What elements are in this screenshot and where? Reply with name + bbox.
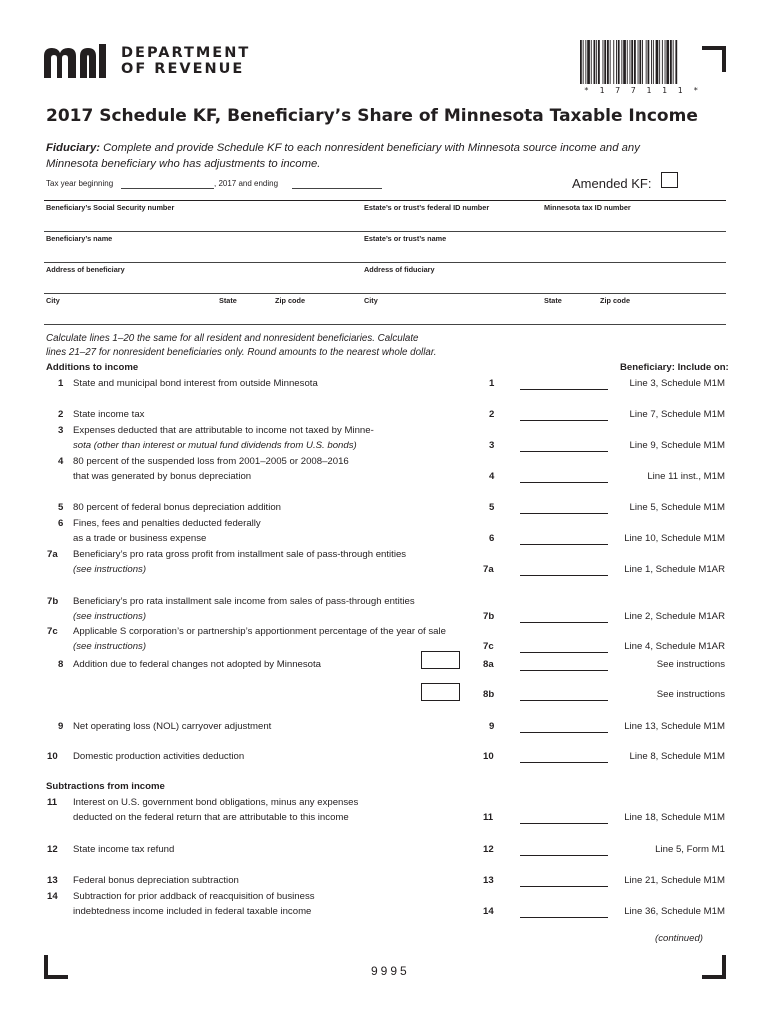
- beneficiary-address-label: Address of beneficiary: [46, 265, 125, 274]
- amount-field[interactable]: [520, 823, 608, 824]
- include-on-ref: Line 10, Schedule M1M: [624, 533, 725, 544]
- instructions-line1: Calculate lines 1–20 the same for all resident and nonresident beneficiaries. Calculate: [46, 333, 419, 344]
- line-code: 13: [483, 875, 494, 886]
- line-code: 8a: [483, 659, 494, 670]
- barcode-bars: [578, 40, 678, 84]
- line-code: 9: [489, 721, 495, 732]
- barcode-bar: [583, 40, 584, 84]
- line-number: 10: [47, 751, 58, 762]
- beneficiary-name-label: Beneficiary’s name: [46, 234, 113, 243]
- state-label: State: [219, 296, 237, 305]
- mn-logo-mark: [44, 44, 116, 78]
- line-number: 7c: [47, 626, 58, 637]
- line-text: Net operating loss (NOL) carryover adjustment: [73, 721, 272, 732]
- barcode-bar: [646, 40, 647, 84]
- corner-mark-bottom-right: [702, 955, 726, 979]
- line-code: 4: [489, 471, 495, 482]
- barcode-bar: [634, 40, 636, 84]
- line-text-cont: indebtedness income included in federal taxable income: [73, 906, 312, 917]
- barcode-bar: [653, 40, 654, 84]
- amount-field[interactable]: [520, 389, 608, 390]
- line-code: 1: [489, 378, 495, 389]
- line-text: Subtraction for prior addback of reacquisition of business: [73, 891, 315, 902]
- line-text: State income tax refund: [73, 844, 175, 855]
- barcode-bar: [662, 40, 663, 84]
- tax-year-ending-label: , 2017 and ending: [214, 179, 279, 188]
- city-divider: [44, 324, 726, 325]
- tax-year-beginning-label: Tax year beginning: [46, 179, 114, 188]
- amended-checkbox[interactable]: [661, 172, 678, 188]
- include-on-ref: Line 21, Schedule M1M: [624, 875, 725, 886]
- include-on-ref: Line 5, Schedule M1M: [629, 502, 725, 513]
- name-divider: [44, 262, 726, 263]
- line-code: 2: [489, 409, 495, 420]
- line-number: 1: [58, 378, 64, 389]
- fiduciary-city-label: City: [364, 296, 378, 305]
- amount-field[interactable]: [520, 513, 608, 514]
- line-number: 7a: [47, 549, 58, 560]
- line-number: 8: [58, 659, 64, 670]
- corner-mark-top-right: [702, 46, 726, 72]
- amount-field[interactable]: [520, 855, 608, 856]
- barcode-bar: [651, 40, 652, 84]
- include-on-ref: Line 36, Schedule M1M: [624, 906, 725, 917]
- include-on-ref: Line 3, Schedule M1M: [629, 378, 725, 389]
- line-number: 6: [58, 518, 64, 529]
- fiduciary-state-label: State: [544, 296, 562, 305]
- amount-field[interactable]: [520, 886, 608, 887]
- line-text: 80 percent of the suspended loss from 2001–2005 or 2008–2016: [73, 456, 349, 467]
- barcode-bar: [616, 40, 617, 84]
- line-text: State income tax: [73, 409, 145, 420]
- estate-name-label: Estate’s or trust’s name: [364, 234, 447, 243]
- line-8b-box[interactable]: [421, 683, 460, 701]
- include-on-ref: See instructions: [656, 689, 725, 700]
- line-text: Expenses deducted that are attributable to income not taxed by Minne-: [73, 425, 374, 436]
- continued-note: (continued): [655, 933, 703, 944]
- intro-label: Fiduciary:: [46, 142, 100, 154]
- line-text: Fines, fees and penalties deducted federally: [73, 518, 261, 529]
- amount-field[interactable]: [520, 575, 608, 576]
- line-text: State and municipal bond interest from outside Minnesota: [73, 378, 318, 389]
- form-number: 9995: [371, 964, 410, 978]
- barcode-bar: [621, 40, 622, 84]
- line-number: 9: [58, 721, 64, 732]
- barcode-bar: [596, 40, 597, 84]
- intro-body: Complete and provide Schedule KF to each nonresident beneficiary with Minnesota source income and any Minnesota beneficiary who has adjustments to income.: [46, 142, 640, 170]
- dept-name-line1: DEPARTMENT: [121, 45, 251, 61]
- include-on-ref: Line 5, Form M1: [655, 844, 725, 855]
- include-on-ref: Line 13, Schedule M1M: [624, 721, 725, 732]
- barcode-bar: [598, 40, 600, 84]
- line-text: Beneficiary’s pro rata gross profit from installment sale of pass-through entities: [73, 549, 407, 560]
- include-on-ref: Line 9, Schedule M1M: [629, 440, 725, 451]
- include-on-ref: Line 4, Schedule M1AR: [624, 641, 725, 652]
- line-text: Addition due to federal changes not adopted by Minnesota: [73, 659, 322, 670]
- line-code: 10: [483, 751, 494, 762]
- barcode-bar: [623, 40, 626, 84]
- line-code: 5: [489, 502, 495, 513]
- line-text-cont: sota (other than interest or mutual fund dividends from U.S. bonds): [73, 440, 357, 451]
- barcode-bar: [673, 40, 674, 84]
- line-code: 12: [483, 844, 494, 855]
- amount-field[interactable]: [520, 917, 608, 918]
- amount-field[interactable]: [520, 670, 608, 671]
- barcode-bar: [613, 40, 614, 84]
- field-row-rule-1: [44, 200, 726, 201]
- line-text-cont: that was generated by bonus depreciation: [73, 471, 252, 482]
- include-on-ref: Line 7, Schedule M1M: [629, 409, 725, 420]
- barcode-bar: [604, 40, 606, 84]
- address-divider: [44, 293, 726, 294]
- line-text: Domestic production activities deduction: [73, 751, 245, 762]
- barcode-bar: [659, 40, 660, 84]
- amount-field[interactable]: [520, 622, 608, 623]
- amount-field[interactable]: [520, 451, 608, 452]
- line-code: 6: [489, 533, 495, 544]
- barcode-bar: [627, 40, 628, 84]
- include-on-ref: See instructions: [656, 659, 725, 670]
- include-heading: Beneficiary: Include on:: [620, 362, 729, 373]
- tax-year-ending-field[interactable]: [292, 188, 382, 189]
- line-text: Interest on U.S. government bond obligations, minus any expenses: [73, 797, 359, 808]
- barcode-bar: [610, 40, 611, 84]
- barcode-bar: [648, 40, 650, 84]
- line-code: 14: [483, 906, 494, 917]
- city-label: City: [46, 296, 60, 305]
- barcode-bar: [591, 40, 592, 84]
- line-number: 5: [58, 502, 64, 513]
- barcode-bar: [594, 40, 596, 84]
- barcode-bar: [670, 40, 672, 84]
- amount-field[interactable]: [520, 420, 608, 421]
- include-on-ref: Line 11 inst., M1M: [647, 471, 725, 482]
- mn-tax-id-label: Minnesota tax ID number: [544, 203, 631, 212]
- include-on-ref: Line 2, Schedule M1AR: [624, 611, 725, 622]
- barcode-bar: [642, 40, 643, 84]
- ssn-divider: [44, 231, 726, 232]
- include-on-ref: Line 8, Schedule M1M: [629, 751, 725, 762]
- line-code: 7b: [483, 611, 495, 622]
- line-code: 3: [489, 440, 495, 451]
- barcode-bar: [665, 40, 666, 84]
- include-on-ref: Line 18, Schedule M1M: [624, 812, 725, 823]
- line-text: Beneficiary’s pro rata installment sale income from sales of pass-through entities: [73, 596, 415, 607]
- barcode-bar: [585, 40, 586, 84]
- line-number: 14: [47, 891, 58, 902]
- intro-text: [46, 140, 666, 172]
- line-text: Federal bonus depreciation subtraction: [73, 875, 239, 886]
- additions-heading: Additions to income: [46, 362, 139, 373]
- barcode-bar: [607, 40, 609, 84]
- line-number: 7b: [47, 596, 59, 607]
- line-number: 13: [47, 875, 58, 886]
- line-code: 8b: [483, 689, 495, 700]
- line-8a-box[interactable]: [421, 651, 460, 669]
- fiduciary-zip-label: Zip code: [600, 296, 630, 305]
- line-number: 3: [58, 425, 64, 436]
- beneficiary-ssn-label: Beneficiary’s Social Security number: [46, 203, 175, 212]
- amended-label: Amended KF:: [572, 176, 652, 191]
- fiduciary-address-label: Address of fiduciary: [364, 265, 435, 274]
- line-code: 11: [483, 812, 494, 823]
- instructions-line2: lines 21–27 for nonresident beneficiaries only. Round amounts to the nearest whole dollar.: [46, 347, 437, 358]
- line-number: 4: [58, 456, 64, 467]
- amount-field[interactable]: [520, 762, 608, 763]
- line-text: 80 percent of federal bonus depreciation addition: [73, 502, 282, 513]
- line-text: Applicable S corporation’s or partnership’s apportionment percentage of the year of sale: [73, 626, 446, 637]
- barcode-bar: [618, 40, 620, 84]
- line-text-cont: (see instructions): [73, 641, 147, 652]
- amount-field[interactable]: [520, 732, 608, 733]
- mn-logo: [44, 44, 116, 78]
- barcode-bar: [638, 40, 639, 84]
- form-title: 2017 Schedule KF, Beneficiary’s Share of Minnesota Taxable Income: [46, 106, 698, 126]
- amount-field[interactable]: [520, 544, 608, 545]
- line-text-cont: (see instructions): [73, 564, 147, 575]
- barcode: [578, 40, 678, 84]
- barcode-number: * 1 7 7 1 1 1 *: [584, 86, 702, 95]
- barcode-bar: [587, 40, 590, 84]
- barcode-bar: [666, 40, 669, 84]
- estate-fein-label: Estate’s or trust’s federal ID number: [364, 203, 490, 212]
- line-number: 12: [47, 844, 58, 855]
- include-on-ref: Line 1, Schedule M1AR: [624, 564, 725, 575]
- amount-field[interactable]: [520, 482, 608, 483]
- line-code: 7c: [483, 641, 494, 652]
- barcode-bar: [656, 40, 659, 84]
- tax-year-beginning-field[interactable]: [121, 188, 214, 189]
- line-number: 2: [58, 409, 64, 420]
- dept-name-line2: OF REVENUE: [121, 61, 245, 77]
- barcode-bar: [631, 40, 633, 84]
- corner-mark-bottom-left: [44, 955, 68, 979]
- amount-field[interactable]: [520, 700, 608, 701]
- subtractions-heading: Subtractions from income: [46, 781, 165, 792]
- line-text-cont: as a trade or business expense: [73, 533, 207, 544]
- barcode-bar: [639, 40, 641, 84]
- line-number: 11: [47, 797, 58, 808]
- barcode-bar: [603, 40, 604, 84]
- line-text-cont: (see instructions): [73, 611, 147, 622]
- barcode-bar: [630, 40, 631, 84]
- barcode-bar: [675, 40, 677, 84]
- zip-label: Zip code: [275, 296, 305, 305]
- amount-field[interactable]: [520, 652, 608, 653]
- line-code: 7a: [483, 564, 494, 575]
- barcode-bar: [580, 40, 582, 84]
- line-text-cont: deducted on the federal return that are attributable to this income: [73, 812, 349, 823]
